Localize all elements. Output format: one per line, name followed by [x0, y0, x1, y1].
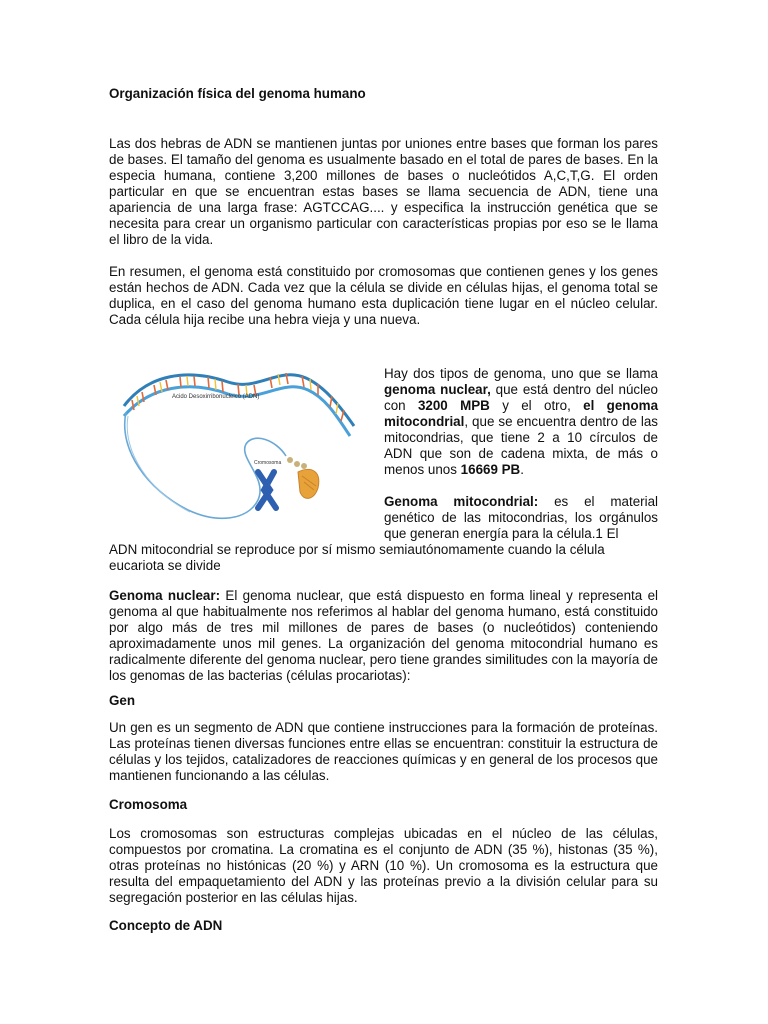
- paragraph-nuclear-genome: Genoma nuclear: El genoma nuclear, que está dispuesto en forma lineal y representa el genoma al que habitualmente nos referimos al hablar del genoma humano, está constituido por algo más de tres mil millones de pares de bases (o nucleótidos) conteniendo aproximadamente unos mil genes. La organización del genoma mitocondrial humano es radicalmente diferente del genoma nuclear, pero tiene grandes similitudes con la mayoría de los genomas de las bacterias (células procariotas):: [109, 588, 659, 683]
- cromosoma-figure-label: Cromosoma: [254, 460, 282, 466]
- paragraph-cromosoma: Los cromosomas son estructuras complejas ubicadas en el núcleo de las células, compuestos por cromatina. La cromatina es el conjunto de ADN (35 %), histonas (35 %), otras proteínas no histónicas (20 %) y ARN (10 %). Un cromosoma es la estructura que resulta del empaquetamiento del ADN y las proteínas previo a la división celular para su segregación posterior en las células hijas.: [109, 826, 658, 905]
- genome-types-column: [384, 366, 658, 542]
- heading-cromosoma: Cromosoma: [109, 797, 188, 812]
- paragraph-summary: En resumen, el genoma está constituido por cromosomas que contienen genes y los genes están hechos de ADN. Cada vez que la célula se divide en células hijas, el genoma total se duplica, en el caso del genoma humano esta duplicación tiene lugar en el núcleo celular. Cada célula hija recibe una hebra vieja y una nueva.: [109, 264, 658, 327]
- paragraph-mitochondrial-right: Genoma mitocondrial: es el material genético de las mitocondrias, los orgánulos que generan energía para la célula.1 El: [384, 494, 658, 541]
- heading-gen: Gen: [109, 693, 136, 708]
- paragraph-genome-size: Las dos hebras de ADN se mantienen juntas por uniones entre bases que forman los pares de bases. El tamaño del genoma es usualmente basado en el total de pares de bases. En la especia humana, contiene 3,200 millones de bases o nucleótidos A,C,T,G. El orden particular en que se encuentran estas bases se llama secuencia de ADN, tiene una apariencia de una larga frase: AGTCCAG.... y especifica la instrucción genética que se necesita para crear un organismo particular con características propias por eso se le llama el libro de la vida.: [109, 136, 658, 247]
- paragraph-mitochondrial-tail: ADN mitocondrial se reproduce por sí mismo semiautónomamente cuando la célula eucariota se divide: [109, 542, 605, 573]
- adn-figure-label: Acido Desoxirribonucleico (ADN): [172, 394, 260, 400]
- dna-chromosome-image: [118, 360, 362, 530]
- paragraph-genome-types: Hay dos tipos de genoma, uno que se llama genoma nuclear, que está dentro del núcleo con 3200 MPB y el otro, el genoma mitocondrial, que se encuentra dentro de las mitocondrias, que tiene 2 a 10 círculos de ADN que son de cadena mixta, de más o menos unos 16669 PB.: [384, 366, 659, 477]
- paragraph-gen: Un gen es un segmento de ADN que contiene instrucciones para la formación de proteínas. Las proteínas tienen diversas funciones entre ellas se encuentran: constituir la estructura de células y los tejidos, catalizadores de reacciones químicas y en general de los procesos que mantienen funcionando a las células.: [109, 720, 658, 783]
- heading-concepto-adn: Concepto de ADN: [109, 918, 223, 933]
- document-title: Organización física del genoma humano: [109, 86, 366, 101]
- dna-illustration: [118, 360, 362, 530]
